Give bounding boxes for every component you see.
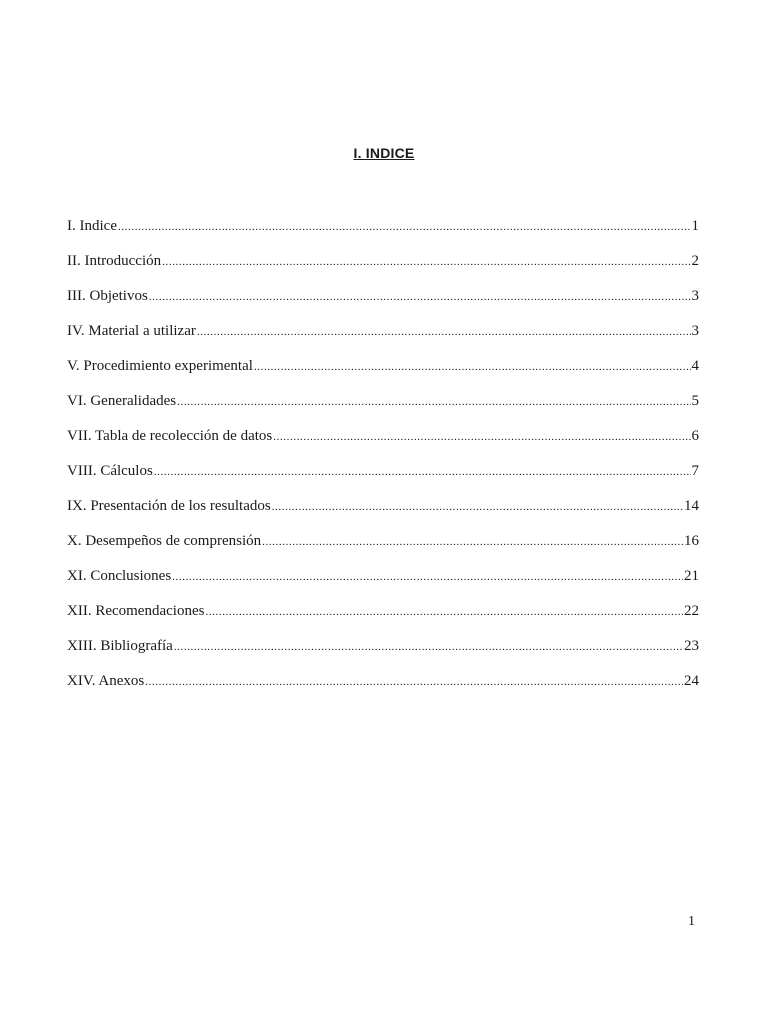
toc-entry-page: 3 — [691, 288, 699, 304]
dot-leader — [162, 252, 690, 272]
page-title: I. INDICE — [353, 145, 415, 161]
dot-leader — [205, 602, 683, 622]
dot-leader — [177, 392, 690, 412]
toc-entry-page: 1 — [691, 218, 699, 234]
toc-entry-bibliografia — [67, 636, 699, 671]
toc-entry-label: XI. Conclusiones — [67, 568, 172, 584]
toc-entry-label: I. Indice — [67, 218, 117, 234]
toc-entry-label: III. Objetivos — [67, 288, 148, 304]
toc-entry-conclusiones — [67, 566, 699, 601]
toc-entry-page: 23 — [684, 638, 699, 654]
toc-entry-desempenos — [67, 531, 699, 566]
toc-entry-page: 7 — [691, 463, 699, 479]
dot-leader — [149, 287, 691, 307]
toc-entry-label: XIII. Bibliografía — [67, 638, 173, 654]
toc-entry-page: 4 — [691, 358, 699, 374]
toc-entry-label: IX. Presentación de los resultados — [67, 498, 271, 514]
toc-entry-label: X. Desempeños de comprensión — [67, 533, 262, 549]
dot-leader — [145, 672, 683, 692]
toc-entry-page: 2 — [691, 253, 699, 269]
toc-entry-tabla — [67, 426, 699, 461]
toc-entry-procedimiento — [67, 356, 699, 391]
dot-leader — [254, 357, 691, 377]
toc-entry-label: VI. Generalidades — [67, 393, 177, 409]
toc-entry-calculos — [67, 461, 699, 496]
dot-leader — [262, 532, 683, 552]
toc-entry-page: 24 — [684, 673, 699, 689]
toc-entry-page: 21 — [684, 568, 699, 584]
toc-entry-page: 5 — [691, 393, 699, 409]
toc-entry-label: VIII. Cálculos — [67, 463, 153, 479]
toc-entry-label: V. Procedimiento experimental — [67, 358, 253, 374]
toc-entry-material — [67, 321, 699, 356]
dot-leader — [174, 637, 683, 657]
toc-entry-page: 3 — [691, 323, 699, 339]
dot-leader — [272, 497, 683, 517]
toc-entry-label: VII. Tabla de recolección de datos — [67, 428, 273, 444]
toc-entry-recomendaciones — [67, 601, 699, 636]
dot-leader — [273, 427, 690, 447]
toc-entry-page: 16 — [684, 533, 699, 549]
dot-leader — [118, 217, 691, 237]
table-of-contents — [67, 216, 699, 706]
toc-entry-page: 22 — [684, 603, 699, 619]
toc-entry-label: II. Introducción — [67, 253, 162, 269]
toc-entry-label: IV. Material a utilizar — [67, 323, 196, 339]
dot-leader — [172, 567, 683, 587]
toc-entry-page: 14 — [684, 498, 699, 514]
toc-entry-presentacion — [67, 496, 699, 531]
toc-entry-introduccion — [67, 251, 699, 286]
toc-entry-anexos — [67, 671, 699, 706]
toc-entry-label: XII. Recomendaciones — [67, 603, 205, 619]
toc-entry-label: XIV. Anexos — [67, 673, 145, 689]
dot-leader — [197, 322, 691, 342]
toc-entry-generalidades — [67, 391, 699, 426]
dot-leader — [154, 462, 691, 482]
toc-entry-indice — [67, 216, 699, 251]
toc-entry-objetivos — [67, 286, 699, 321]
page-number: 1 — [688, 914, 695, 929]
toc-entry-page: 6 — [691, 428, 699, 444]
